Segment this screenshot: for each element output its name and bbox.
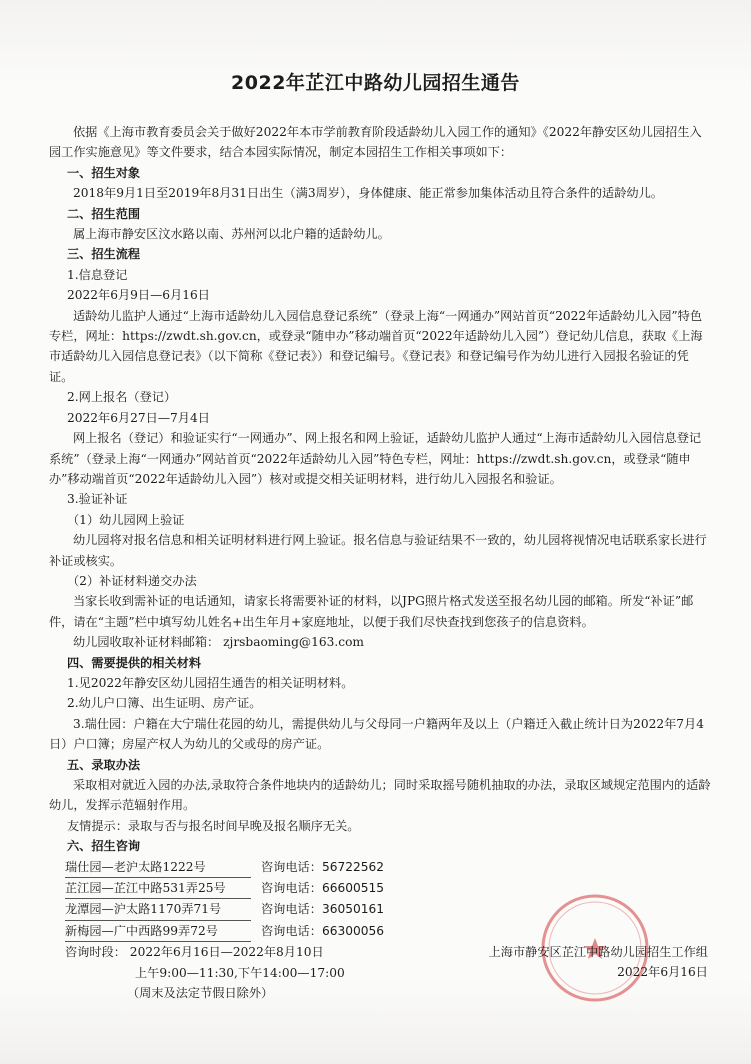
issue-date: 2022年6月16日: [617, 965, 708, 979]
material-item: 2.幼儿户口簿、出生证明、房产证。: [67, 696, 262, 711]
section-3-heading: 三、招生流程: [67, 247, 141, 262]
section-5-text: 采取相对就近入园的办法,录取符合条件地块内的适龄幼儿；同时采取摇号随机抽取的办法，录取区域规定范围内的适龄幼儿，发挥示范辐射作用。: [49, 778, 711, 813]
tel-label: 咨询电话：: [261, 902, 322, 917]
consult-period: 咨询时段： 2022年6月16日—2022年8月10日: [65, 945, 324, 960]
section-6-heading: 六、招生咨询: [67, 839, 141, 854]
campus-address: 新梅园—广中西路99弄72号: [65, 921, 251, 942]
campus-address: 瑞仕园—老沪太路1222号: [65, 857, 251, 878]
tel-number: 56722562: [321, 859, 384, 874]
material-item: 3.瑞仕园：户籍在大宁瑞仕花园的幼儿，需提供幼儿与父母同一户籍两年及以上（户籍迁入截止统计日为2022年7月4日）户口簿；房屋产权人为幼儿的父或母的房产证。: [49, 716, 704, 752]
consult-hours: 上午9:00—11:30,下午14:00—17:00: [135, 965, 345, 980]
step-3-sub2-title: （2）补证材料递交办法: [67, 573, 197, 588]
tel-number: 66600515: [321, 881, 384, 896]
material-item: 1.见2022年静安区幼儿园招生通告的相关证明材料。: [67, 675, 354, 690]
tel-number: 66300056: [321, 923, 384, 938]
step-1-date: 2022年6月9日—6月16日: [67, 288, 210, 303]
section-1-text: 2018年9月1日至2019年8月31日出生（满3周岁），身体健康、能正常参加集体活动且符合条件的适龄幼儿。: [73, 186, 663, 201]
campus-address: 龙潭园—沪太路1170弄71号: [65, 899, 251, 920]
step-1-title: 1.信息登记: [67, 267, 128, 282]
step-3-sub1-title: （1）幼儿园网上验证: [67, 512, 185, 527]
notice-title: 2022年芷江中路幼儿园招生通告: [231, 72, 520, 94]
tel-label: 咨询电话：: [261, 923, 322, 938]
section-5-heading: 五、录取办法: [67, 757, 141, 772]
campus-address: 芷江园—芷江中路531弄25号: [65, 878, 251, 899]
section-2-text: 属上海市静安区汶水路以南、苏州河以北户籍的适龄幼儿。: [73, 227, 390, 242]
consult-note: （周末及法定节假日除外）: [127, 986, 274, 1001]
section-2-heading: 二、招生范围: [67, 206, 141, 221]
notice-body: [49, 122, 713, 1003]
intro-paragraph: 依据《上海市教育委员会关于做好2022年本市学前教育阶段适龄幼儿入园工作的通知》《2022年静安区幼儿园招生入园工作实施意见》等文件要求，结合本园实际情况，制定本园招生工作相关事项如下：: [49, 125, 702, 160]
step-2-text: 网上报名（登记）和验证实行“一网通办”、网上报名和网上验证，适龄幼儿监护人通过“上海市适龄幼儿入园信息登记系统”（登录上海“一网通办”网站首页“2022年适龄幼儿入园”特色专栏，网址：https://zwdt.sh.gov.cn，或登录“随申办”移动端首页“2022年适龄幼儿入园”）核对或提交相关证明材料，进行幼儿入园报名和验证。: [49, 431, 702, 486]
section-4-heading: 四、需要提供的相关材料: [67, 655, 202, 670]
section-1-heading: 一、招生对象: [67, 165, 141, 180]
step-3-title: 3.验证补证: [67, 492, 128, 507]
step-3-sub2-text: 当家长收到需补证的电话通知，请家长将需要补证的材料，以JPG照片格式发送至报名幼儿园的邮箱。所发“补证”邮件，请在“主题”栏中填写幼儿姓名+出生年月+家庭地址，以便于我们尽快查找到您孩子的信息资料。: [49, 594, 694, 629]
email-line: 幼儿园收取补证材料邮箱： zjrsbaoming@163.com: [73, 635, 364, 650]
tel-label: 咨询电话：: [261, 859, 322, 874]
step-2-date: 2022年6月27日—7月4日: [67, 410, 210, 425]
step-2-title: 2.网上报名（登记）: [67, 390, 177, 405]
tel-label: 咨询电话：: [261, 881, 322, 896]
friendly-tip: 友情提示：录取与否与报名时间早晚及报名顺序无关。: [67, 818, 360, 833]
issuing-organization: 上海市静安区芷江中路幼儿园招生工作组: [488, 945, 708, 959]
tel-number: 36050161: [321, 902, 384, 917]
step-1-text: 适龄幼儿监护人通过“上海市适龄幼儿入园信息登记系统”（登录上海“一网通办”网站首页“2022年适龄幼儿入园”特色专栏，网址：https://zwdt.sh.gov.cn，或登录“随申办”移动端首页“2022年适龄幼儿入园”）登记幼儿信息，获取《上海市适龄幼儿入园信息登记表》（以下简称《登记表》）和登记编号。《登记表》和登记编号作为幼儿进行入园报名验证的凭证。: [49, 308, 703, 384]
footer: [489, 942, 708, 982]
contact-row: [65, 857, 713, 878]
step-3-sub1-text: 幼儿园将对报名信息和相关证明材料进行网上验证。报名信息与验证结果不一致的，幼儿园将视情况电话联系家长进行补证或核实。: [49, 533, 707, 568]
